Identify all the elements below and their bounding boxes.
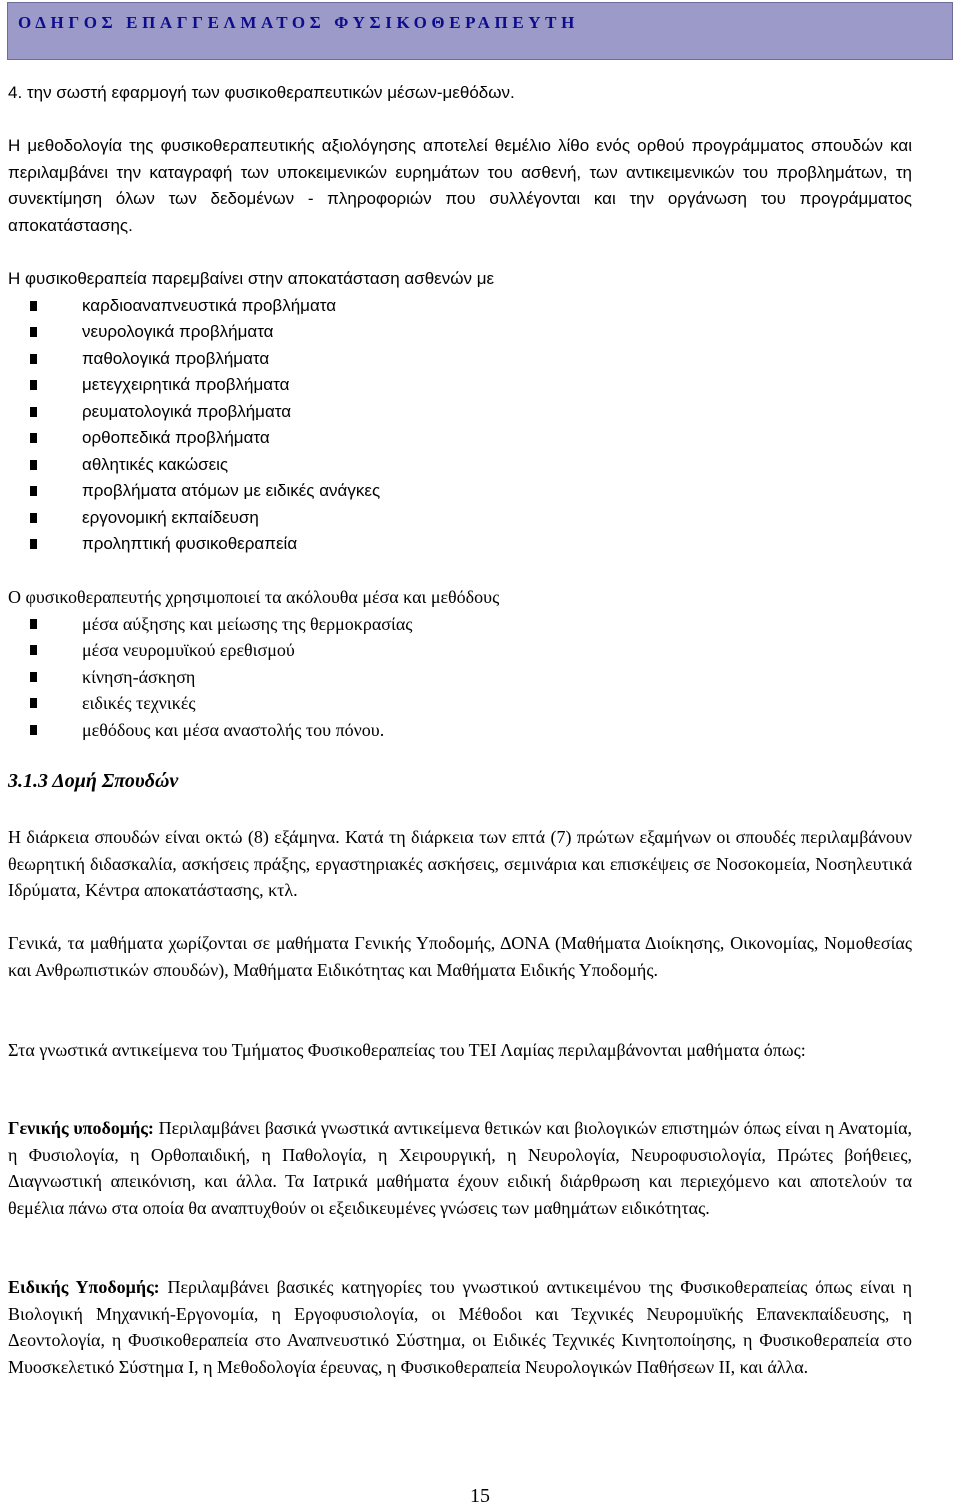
list-item (8, 717, 912, 744)
general-infrastructure-paragraph (8, 1115, 912, 1221)
intervention-lead: Η φυσικοθεραπεία παρεμβαίνει στην αποκατάσταση ασθενών με (8, 269, 495, 288)
intervention-list (8, 293, 912, 558)
list-item-label: προληπτική φυσικοθεραπεία (82, 534, 298, 553)
list-item (8, 372, 912, 399)
means-lead: Ο φυσικοθεραπευτής χρησιμοποιεί τα ακόλουθα μέσα και μεθόδους (8, 587, 500, 607)
list-item (8, 452, 912, 479)
square-bullet-icon (30, 380, 37, 390)
square-bullet-icon (30, 725, 37, 735)
list-item-label: ειδικές τεχνικές (82, 693, 196, 713)
general-infrastructure-label: Γενικής υποδομής: (8, 1118, 154, 1138)
list-item-label: ρευματολογικά προβλήματα (82, 401, 292, 421)
intervention-section (8, 266, 912, 558)
square-bullet-icon (30, 354, 37, 364)
list-item (8, 319, 912, 346)
list-item (8, 664, 912, 691)
means-list (8, 611, 912, 744)
list-item (8, 690, 912, 717)
square-bullet-icon (30, 539, 37, 549)
means-section (8, 584, 912, 743)
list-item (8, 425, 912, 452)
square-bullet-icon (30, 672, 37, 682)
list-item-label: μετεγχειρητικά προβλήματα (82, 375, 290, 394)
square-bullet-icon (30, 327, 37, 337)
square-bullet-icon (30, 513, 37, 523)
tei-courses-paragraph: Στα γνωστικά αντικείμενα του Τμήματος Φυσικοθεραπείας του ΤΕΙ Λαμίας περιλαμβάνονται μαθήματα όπως: (8, 1040, 806, 1060)
list-item (8, 293, 912, 320)
special-infrastructure-label: Ειδικής Υποδομής: (8, 1277, 160, 1297)
square-bullet-icon (30, 698, 37, 708)
list-item (8, 611, 912, 638)
general-infrastructure-text: Περιλαμβάνει βασικά γνωστικά αντικείμενα θετικών και βιολογικών επιστημών όπως είναι η Ανατομία, η Φυσιολογία, η Ορθοπαιδική, η Παθολογία, η Χειρουργική, η Νευρολογία, Νευροφυσιολογία, Πρώτες βοήθειες, Διαγνωστική απεικόνιση, και άλλα. Τα Ιατρικά μαθήματα έχουν ειδική διάρθρωση και περιεχόμενο και αποτελούν τα θεμέλια πάνω στα οποία θα αναπτυχθούν οι εξειδικευμένες γνώσεις των μαθημάτων ειδικότητας. (8, 1118, 913, 1218)
list-item-label: μεθόδους και μέσα αναστολής του πόνου. (82, 719, 385, 740)
list-item-label: μέσα αύξησης και μείωσης της θερμοκρασίας (82, 613, 413, 634)
square-bullet-icon (30, 433, 37, 443)
square-bullet-icon (30, 619, 37, 629)
course-categories-paragraph: Γενικά, τα μαθήματα χωρίζονται σε μαθήματα Γενικής Υποδομής, ΔΟΝΑ (Μαθήματα Διοίκησης, Οικονομίας, Νομοθεσίας και Ανθρωπιστικών σπουδών), Μαθήματα Ειδικότητας και Μαθήματα Ειδικής Υποδομής. (8, 933, 912, 980)
list-item-label: καρδιοαναπνευστικά προβλήματα (82, 295, 337, 315)
list-item-label: νευρολογικά προβλήματα (82, 322, 274, 341)
special-infrastructure-paragraph (8, 1274, 912, 1380)
document-header-band (7, 2, 953, 60)
list-item (8, 399, 912, 426)
list-item-label: αθλητικές κακώσεις (82, 454, 229, 474)
square-bullet-icon (30, 486, 37, 496)
square-bullet-icon (30, 645, 37, 655)
document-header-title: ΟΔΗΓΟΣ ΕΠΑΓΓΕΛΜΑΤΟΣ ΦΥΣΙΚΟΘΕΡΑΠΕΥΤΗ (18, 13, 579, 32)
duration-paragraph: Η διάρκεια σπουδών είναι οκτώ (8) εξάμηνα. Κατά τη διάρκεια των επτά (7) πρώτων εξαμήνων οι σπουδές περιλαμβάνουν θεωρητική διδασκαλία, ασκήσεις πράξης, εργαστηριακές ασκήσεις, σεμινάρια και επισκέψεις σε Νοσοκομεία, Νοσηλευτικά Ιδρύματα, Κέντρα αποκατάστασης, κτλ. (8, 827, 912, 900)
list-item (8, 505, 912, 532)
methodology-paragraph: Η μεθοδολογία της φυσικοθεραπευτικής αξιολόγησης αποτελεί θεμέλιο λίθο ενός ορθού προγράμματος σπουδών και περιλαμβάνει την καταγραφή των υποκειμενικών ευρημάτων του ασθενή, των αντικειμενικών του προβλημάτων, τη συνεκτίμηση όλων των δεδομένων - πληροφοριών που συλλέγονται και την οργάνωση του προγράμματος αποκατάστασης. (8, 136, 912, 235)
list-item-label: προβλήματα ατόμων με ειδικές ανάγκες (82, 481, 381, 500)
list-item-label: παθολογικά προβλήματα (82, 348, 270, 368)
list-item-label: ορθοπεδικά προβλήματα (82, 428, 270, 447)
list-item (8, 346, 912, 373)
square-bullet-icon (30, 460, 37, 470)
square-bullet-icon (30, 407, 37, 417)
list-item-label: εργονομική εκπαίδευση (82, 507, 259, 527)
square-bullet-icon (30, 301, 37, 311)
section-heading: 3.1.3 Δομή Σπουδών (8, 770, 179, 792)
list-item (8, 478, 912, 505)
list-item-label: μέσα νευρομυϊκού ερεθισμού (82, 640, 295, 660)
list-item (8, 531, 912, 558)
list-item-label: κίνηση-άσκηση (82, 666, 196, 687)
intro-list-item: 4. την σωστή εφαρμογή των φυσικοθεραπευτικών μέσων-μεθόδων. (8, 83, 515, 102)
page-number: 15 (470, 1485, 490, 1507)
list-item (8, 637, 912, 664)
special-infrastructure-text: Περιλαμβάνει βασικές κατηγορίες του γνωστικού αντικειμένου της Φυσικοθεραπείας όπως είναι η Βιολογική Μηχανική-Εργονομία, η Εργοφυσιολογία, οι Μέθοδοι και Τεχνικές Νευρομυϊκής Επανεκπαίδευσης, η Δεοντολογία, η Φυσικοθεραπεία στο Αναπνευστικό Σύστημα, οι Ειδικές Τεχνικές Κινητοποίησης, η Φυσικοθεραπεία στο Μυοσκελετικό Σύστημα Ι, η Μεθοδολογία έρευνας, η Φυσικοθεραπεία Νευρολογικών Παθήσεων ΙΙ, και άλλα. (8, 1277, 912, 1377)
